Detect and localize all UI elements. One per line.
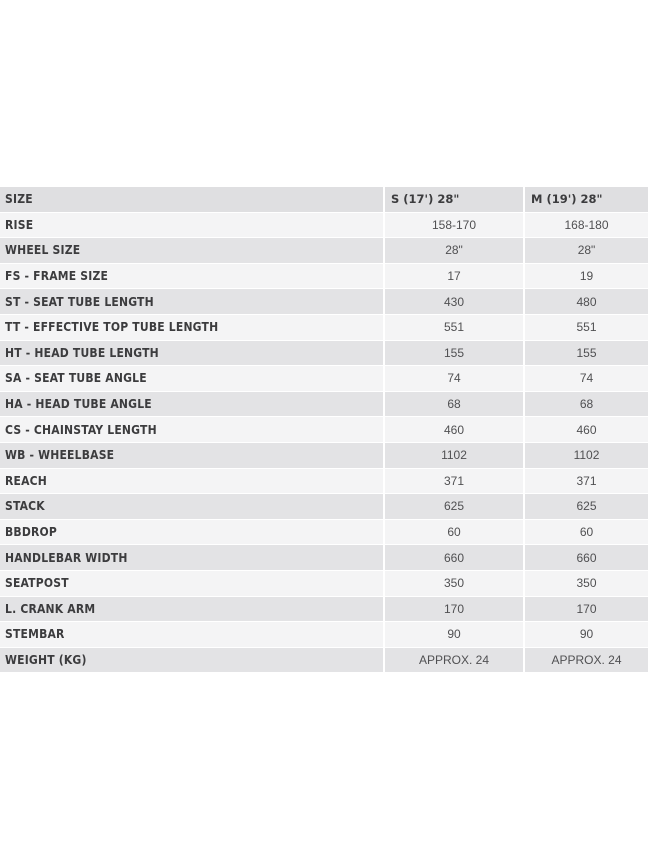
table-row (0, 597, 648, 623)
table-header-row (0, 187, 648, 213)
row-label: SA - SEAT TUBE ANGLE (0, 366, 385, 392)
table-row (0, 469, 648, 495)
row-label: WEIGHT (KG) (0, 648, 385, 674)
row-value-s: 60 (385, 520, 525, 546)
row-value-s: 660 (385, 545, 525, 571)
row-value-s: 625 (385, 494, 525, 520)
table-row (0, 571, 648, 597)
header-size-m: M (19') 28" (525, 187, 648, 213)
row-value-s: 551 (385, 315, 525, 341)
row-label: RISE (0, 213, 385, 239)
row-value-s: 158-170 (385, 213, 525, 239)
row-value-m: 1102 (525, 443, 648, 469)
row-value-s: 430 (385, 289, 525, 315)
row-value-s: 74 (385, 366, 525, 392)
row-value-m: 60 (525, 520, 648, 546)
row-label: REACH (0, 469, 385, 495)
row-value-s: 155 (385, 341, 525, 367)
table-row (0, 494, 648, 520)
row-value-m: 155 (525, 341, 648, 367)
row-value-m: 551 (525, 315, 648, 341)
row-value-s: 90 (385, 622, 525, 648)
row-label: HA - HEAD TUBE ANGLE (0, 392, 385, 418)
row-value-s: 170 (385, 597, 525, 623)
row-label: HANDLEBAR WIDTH (0, 545, 385, 571)
row-label: WHEEL SIZE (0, 238, 385, 264)
row-value-s: 460 (385, 417, 525, 443)
table-row (0, 417, 648, 443)
table-row (0, 238, 648, 264)
row-label: BBDROP (0, 520, 385, 546)
header-size-label: SIZE (0, 187, 385, 213)
row-value-m: 460 (525, 417, 648, 443)
table-row (0, 622, 648, 648)
row-value-m: 170 (525, 597, 648, 623)
table-row (0, 289, 648, 315)
row-label: WB - WHEELBASE (0, 443, 385, 469)
row-value-m: 74 (525, 366, 648, 392)
row-value-m: 28" (525, 238, 648, 264)
row-value-m: 90 (525, 622, 648, 648)
table-row (0, 392, 648, 418)
row-value-m: 68 (525, 392, 648, 418)
row-value-s: 371 (385, 469, 525, 495)
row-label: STACK (0, 494, 385, 520)
table-row (0, 315, 648, 341)
row-label: ST - SEAT TUBE LENGTH (0, 289, 385, 315)
row-label: TT - EFFECTIVE TOP TUBE LENGTH (0, 315, 385, 341)
row-label: SEATPOST (0, 571, 385, 597)
row-label: STEMBAR (0, 622, 385, 648)
header-size-s: S (17') 28" (385, 187, 525, 213)
table-row (0, 545, 648, 571)
row-value-s: 350 (385, 571, 525, 597)
table-row (0, 648, 648, 674)
row-value-m: 480 (525, 289, 648, 315)
table-row (0, 264, 648, 290)
row-label: FS - FRAME SIZE (0, 264, 385, 290)
row-value-s: 28" (385, 238, 525, 264)
table-row (0, 213, 648, 239)
row-value-m: 625 (525, 494, 648, 520)
row-value-m: APPROX. 24 (525, 648, 648, 674)
table-row (0, 341, 648, 367)
row-value-m: 660 (525, 545, 648, 571)
row-value-s: 17 (385, 264, 525, 290)
geometry-table (0, 187, 648, 673)
row-label: HT - HEAD TUBE LENGTH (0, 341, 385, 367)
row-value-m: 19 (525, 264, 648, 290)
row-label: CS - CHAINSTAY LENGTH (0, 417, 385, 443)
table-row (0, 520, 648, 546)
row-label: L. CRANK ARM (0, 597, 385, 623)
row-value-m: 168-180 (525, 213, 648, 239)
row-value-s: 68 (385, 392, 525, 418)
row-value-s: 1102 (385, 443, 525, 469)
table-row (0, 443, 648, 469)
row-value-m: 350 (525, 571, 648, 597)
row-value-m: 371 (525, 469, 648, 495)
row-value-s: APPROX. 24 (385, 648, 525, 674)
table-row (0, 366, 648, 392)
